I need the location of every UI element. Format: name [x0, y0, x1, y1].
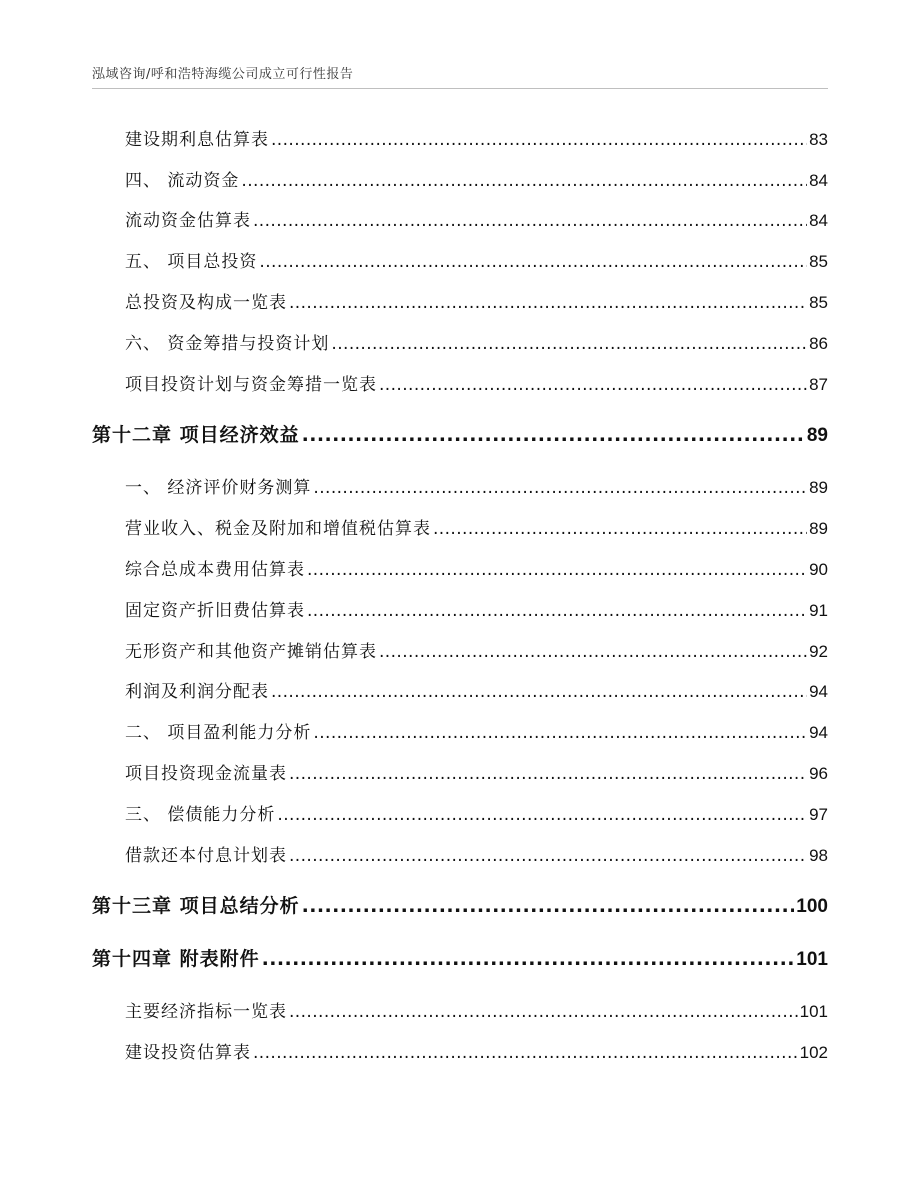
toc-entry-label: 五、 项目总投资	[125, 252, 258, 272]
toc-entry-label: 主要经济指标一览表	[125, 1002, 287, 1022]
toc-chapter-page: 100	[796, 896, 828, 917]
toc-dot-leader	[262, 948, 795, 970]
toc-entry[interactable]	[125, 288, 828, 313]
toc-entry[interactable]	[125, 329, 828, 354]
toc-entry-label: 项目投资现金流量表	[125, 764, 287, 784]
toc-entry-page: 85	[809, 293, 828, 312]
toc-entry[interactable]	[125, 677, 828, 702]
toc-dot-leader	[289, 764, 807, 784]
toc-entry-page: 85	[809, 252, 828, 271]
toc-entry-label: 无形资产和其他资产摊销估算表	[125, 642, 377, 662]
toc-entry-page: 102	[799, 1043, 828, 1062]
toc-entry-label: 利润及利润分配表	[125, 682, 269, 702]
toc-dot-leader	[433, 519, 807, 539]
toc-entry-label: 营业收入、税金及附加和增值税估算表	[125, 519, 431, 539]
toc-entry-page: 92	[809, 642, 828, 661]
toc-entry-page: 96	[809, 764, 828, 783]
toc-dot-leader	[253, 1043, 798, 1063]
toc-entry-page: 84	[809, 211, 828, 230]
toc-chapter-entry[interactable]	[92, 944, 828, 971]
toc-entry[interactable]	[125, 718, 828, 743]
toc-entry[interactable]	[125, 1038, 828, 1063]
toc-dot-leader	[253, 211, 807, 231]
toc-entry-page: 87	[809, 375, 828, 394]
toc-entry-page: 94	[809, 682, 828, 701]
toc-dot-leader	[289, 293, 807, 313]
toc-entry[interactable]	[125, 841, 828, 866]
toc-entry-label: 借款还本付息计划表	[125, 846, 287, 866]
toc-entry-page: 89	[809, 478, 828, 497]
toc-entry-page: 98	[809, 846, 828, 865]
toc-chapter-page: 89	[806, 425, 828, 446]
toc-dot-leader	[241, 171, 807, 191]
toc-entry-label: 六、 资金筹措与投资计划	[125, 334, 330, 354]
toc-dot-leader	[302, 895, 795, 917]
toc-entry[interactable]	[125, 125, 828, 150]
toc-dot-leader	[277, 805, 807, 825]
toc-dot-leader	[302, 424, 805, 446]
toc-dot-leader	[307, 560, 807, 580]
toc-entry-page: 89	[809, 519, 828, 538]
toc-dot-leader	[379, 375, 807, 395]
toc-entry[interactable]	[125, 247, 828, 272]
toc-entry-label: 总投资及构成一览表	[125, 293, 287, 313]
toc-dot-leader	[379, 642, 807, 662]
toc-entry-label: 流动资金估算表	[125, 211, 251, 231]
toc-entry-page: 91	[809, 601, 828, 620]
toc-entry-label: 二、 项目盈利能力分析	[125, 723, 312, 743]
toc-entry-label: 一、 经济评价财务测算	[125, 478, 312, 498]
toc-entry[interactable]	[125, 637, 828, 662]
toc-dot-leader	[271, 130, 807, 150]
toc-entry[interactable]	[125, 759, 828, 784]
toc-chapter-label: 第十二章 项目经济效益	[92, 424, 300, 446]
toc-chapter-page: 101	[796, 949, 828, 970]
toc-dot-leader	[289, 846, 807, 866]
toc-chapter-label: 第十四章 附表附件	[92, 948, 260, 970]
toc-entry-page: 94	[809, 723, 828, 742]
toc-chapter-entry[interactable]	[92, 891, 828, 918]
toc-dot-leader	[313, 723, 807, 743]
toc-entry-label: 建设期利息估算表	[125, 130, 269, 150]
toc-entry[interactable]	[125, 370, 828, 395]
toc-entry-page: 83	[809, 130, 828, 149]
toc-chapter-entry[interactable]	[92, 420, 828, 447]
toc-dot-leader	[259, 252, 807, 272]
toc-chapter-label: 第十三章 项目总结分析	[92, 895, 300, 917]
toc-entry-page: 97	[809, 805, 828, 824]
toc-entry-label: 固定资产折旧费估算表	[125, 601, 305, 621]
toc-entry[interactable]	[125, 206, 828, 231]
toc-entry-label: 四、 流动资金	[125, 171, 240, 191]
toc-entry-label: 三、 偿债能力分析	[125, 805, 276, 825]
toc-entry[interactable]	[125, 997, 828, 1022]
toc-entry-page: 101	[799, 1002, 828, 1021]
toc-entry[interactable]	[125, 166, 828, 191]
toc-dot-leader	[331, 334, 807, 354]
toc-entry[interactable]	[125, 596, 828, 621]
toc-entry-page: 90	[809, 560, 828, 579]
header-rule	[92, 88, 828, 89]
toc-entry-label: 建设投资估算表	[125, 1043, 251, 1063]
toc-dot-leader	[307, 601, 807, 621]
toc-entry[interactable]	[125, 800, 828, 825]
toc-entry-label: 综合总成本费用估算表	[125, 560, 305, 580]
toc-entry-page: 86	[809, 334, 828, 353]
toc-dot-leader	[313, 478, 807, 498]
toc-dot-leader	[289, 1002, 798, 1022]
running-header: 泓域咨询/呼和浩特海缆公司成立可行性报告	[92, 67, 354, 82]
toc-entry[interactable]	[125, 555, 828, 580]
toc-dot-leader	[271, 682, 807, 702]
toc-entry[interactable]	[125, 514, 828, 539]
toc-entry-label: 项目投资计划与资金筹措一览表	[125, 375, 377, 395]
toc-entry[interactable]	[125, 473, 828, 498]
toc-entry-page: 84	[809, 171, 828, 190]
